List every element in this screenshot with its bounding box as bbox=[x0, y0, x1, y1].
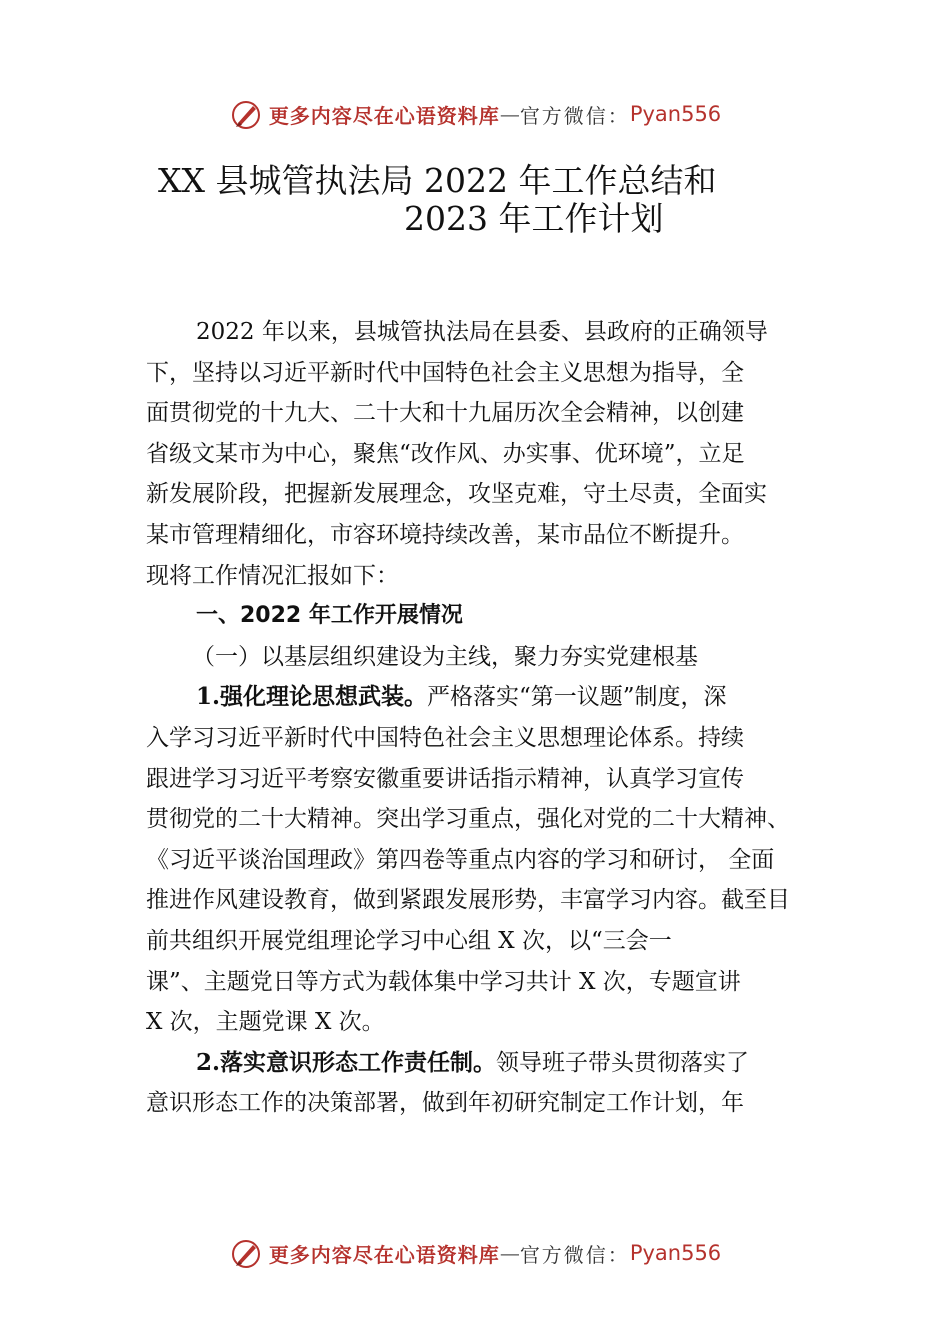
banner-official: 官方微信： bbox=[519, 1242, 630, 1267]
banner-wechat-id: Pyan556 bbox=[629, 102, 722, 126]
pen-logo-icon bbox=[229, 1236, 263, 1270]
banner-brand: 更多内容尽在心语资料库 bbox=[268, 103, 500, 128]
item-heading: 1.强化理论思想武装。 bbox=[196, 683, 428, 711]
document-body bbox=[146, 312, 836, 1124]
item-text: 领导班子带头贯彻落实了 bbox=[496, 1049, 750, 1076]
document-title-line-1: XX 县城管执法局 2022 年工作总结和 bbox=[158, 161, 717, 200]
item-paragraph-line: 课”、主题党日等方式为载体集中学习共计 X 次，专题宣讲 bbox=[146, 968, 741, 995]
item-paragraph-line bbox=[146, 677, 836, 718]
item-heading: 2.落实意识形态工作责任制。 bbox=[196, 1048, 497, 1076]
item-paragraph-line: X 次，主题党课 X 次。 bbox=[146, 1009, 385, 1036]
pen-logo-icon bbox=[229, 97, 263, 131]
subsection-heading: （一）以基层组织建设为主线，聚力夯实党建根基 bbox=[192, 643, 698, 670]
item-paragraph-line: 前共组织开展党组理论学习中心组 X 次，以“三会一 bbox=[146, 927, 672, 954]
item-paragraph-line: 贯彻党的二十大精神。突出学习重点，强化对党的二十大精神、 bbox=[146, 806, 790, 833]
item-paragraph-line: 意识形态工作的决策部署，做到年初研究制定工作计划，年 bbox=[146, 1090, 744, 1117]
header-banner bbox=[0, 94, 950, 134]
banner-official: 官方微信： bbox=[519, 103, 630, 128]
banner-brand: 更多内容尽在心语资料库 bbox=[268, 1242, 500, 1267]
item-paragraph-line: 《习近平谈治国理政》第四卷等重点内容的学习和研讨， 全面 bbox=[146, 846, 775, 873]
item-paragraph-line: 跟进学习习近平考察安徽重要讲话指示精神，认真学习宣传 bbox=[146, 765, 744, 792]
intro-line: 2022 年以来，县城管执法局在县委、县政府的正确领导 bbox=[196, 319, 768, 345]
footer-banner bbox=[0, 1233, 950, 1273]
item-paragraph-line: 推进作风建设教育，做到紧跟发展形势，丰富学习内容。截至目 bbox=[146, 887, 790, 914]
intro-line: 下，坚持以习近平新时代中国特色社会主义思想为指导，全 bbox=[146, 359, 744, 386]
banner-separator: — bbox=[499, 1241, 520, 1265]
banner-wechat-id: Pyan556 bbox=[629, 1241, 722, 1265]
item-paragraph-line bbox=[146, 1043, 836, 1084]
intro-line: 省级文某市为中心，聚焦“改作风、办实事、优环境”，立足 bbox=[146, 440, 745, 467]
item-text: 严格落实“第一议题”制度，深 bbox=[427, 684, 727, 711]
intro-line: 面贯彻党的十九大、二十大和十九届历次全会精神，以创建 bbox=[146, 400, 744, 427]
intro-line: 新发展阶段，把握新发展理念，攻坚克难，守土尽责，全面实 bbox=[146, 481, 767, 508]
section-heading: 一、2022 年工作开展情况 bbox=[196, 603, 463, 629]
intro-line: 现将工作情况汇报如下： bbox=[146, 562, 399, 589]
item-paragraph-line: 入学习习近平新时代中国特色社会主义思想理论体系。持续 bbox=[146, 724, 744, 751]
intro-line: 某市管理精细化，市容环境持续改善，某市品位不断提升。 bbox=[146, 521, 744, 548]
banner-separator: — bbox=[499, 102, 520, 126]
document-title-line-2: 2023 年工作计划 bbox=[404, 199, 664, 238]
